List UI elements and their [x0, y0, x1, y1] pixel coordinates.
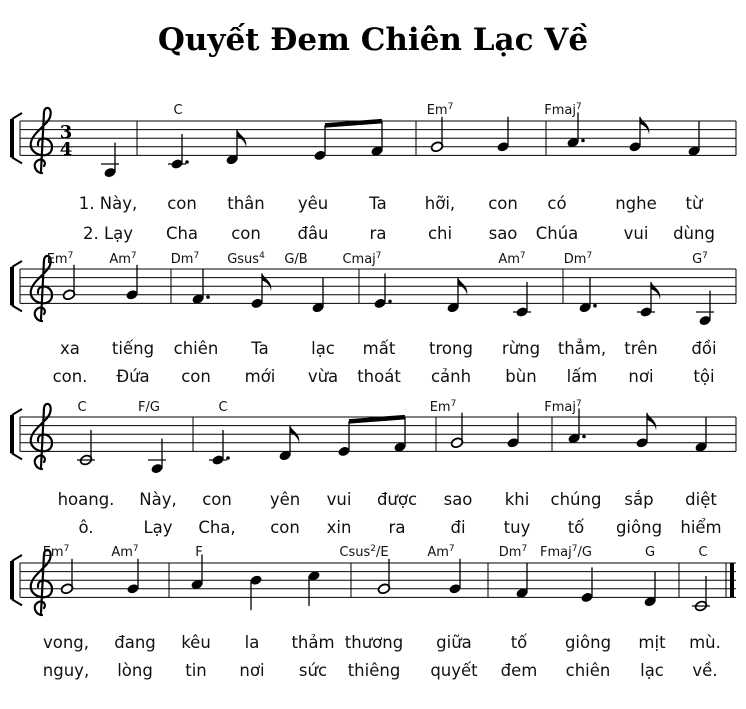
- lyric-verse-2: con: [270, 518, 300, 537]
- lyric-verse-2: tin: [185, 661, 207, 680]
- note: [148, 439, 166, 475]
- note: [60, 559, 73, 595]
- chord-superscript: 7: [702, 251, 708, 261]
- chord-root: Dm: [563, 252, 587, 267]
- lyric-verse-1: giông: [564, 633, 612, 652]
- note: [496, 117, 509, 153]
- chord-superscript: 2: [370, 544, 377, 554]
- lyric-verse-2: con: [181, 367, 211, 386]
- lyric-verse-2: cảnh: [430, 367, 472, 386]
- lyric-verse-2: tội: [693, 367, 715, 386]
- lyric-verse-2: mới: [244, 367, 276, 386]
- chord-root: Csus: [339, 545, 371, 560]
- lyric-verse-1: Ta: [369, 194, 387, 213]
- note: [628, 117, 649, 153]
- note: [250, 273, 271, 309]
- treble-clef-icon: [31, 404, 52, 469]
- chord-superscript: 7: [571, 544, 578, 554]
- note: [450, 413, 463, 449]
- chord-root: C: [698, 545, 708, 560]
- note: [313, 125, 326, 161]
- chord-root: Fmaj: [544, 103, 576, 118]
- chord-symbol: [430, 399, 457, 415]
- lyric-verse-1: con: [202, 490, 232, 509]
- dot: [582, 435, 586, 439]
- note: [692, 576, 710, 612]
- lyric-verse-1: mất: [362, 339, 396, 358]
- lyric-verse-1: từ: [685, 194, 703, 213]
- note: [337, 421, 350, 457]
- lyric-verse-1: đang: [114, 633, 156, 652]
- chord-root: Fmaj: [540, 545, 572, 560]
- lyric-verse-2: sức: [298, 661, 328, 680]
- chord-root: G: [692, 252, 703, 267]
- chord-superscript: 7: [586, 251, 593, 261]
- bracket-hook: [12, 409, 22, 415]
- chord-superscript: 7: [447, 102, 454, 112]
- lyric-verse-1: chúng: [550, 490, 602, 509]
- chord-superscript: 7: [130, 251, 137, 261]
- lyric-verse-2: vừa: [307, 367, 339, 386]
- note: [209, 430, 230, 466]
- lyric-verse-2: chi: [427, 224, 453, 243]
- chord-symbol: [195, 545, 202, 560]
- chord-root: Fmaj: [544, 400, 576, 415]
- lyric-verse-2: xin: [326, 518, 352, 537]
- lyric-verse-2: Chúa: [535, 224, 579, 243]
- lyric-verse-1: sao: [443, 490, 473, 509]
- chord-superscript: 7: [375, 251, 382, 261]
- lyric-verse-2: bùn: [505, 367, 537, 386]
- lyric-verse-2: nơi: [239, 661, 265, 680]
- chord-symbol: [173, 103, 182, 118]
- note: [578, 278, 597, 314]
- chord-symbol: [339, 544, 388, 560]
- note: [637, 282, 660, 318]
- bracket-hook: [12, 305, 22, 311]
- lyric-verse-2: con: [231, 224, 261, 243]
- lyric-verse-1: la: [244, 633, 260, 652]
- chord-root: Cmaj: [342, 252, 376, 267]
- note: [225, 130, 246, 166]
- treble-clef-icon: [31, 108, 52, 173]
- chord-symbol: [498, 251, 525, 267]
- chord-root: Em: [426, 103, 448, 118]
- lyric-verse-1: nghe: [615, 194, 657, 213]
- lyric-verse-2: nguy,: [42, 661, 90, 680]
- lyric-verse-2: đi: [450, 518, 466, 537]
- note: [513, 282, 531, 318]
- lyric-verse-1: hỡi,: [424, 194, 456, 213]
- staff-system: [12, 251, 736, 386]
- note: [311, 278, 324, 314]
- chord-root: F/G: [138, 400, 160, 415]
- lyric-verse-2: Cha: [165, 224, 199, 243]
- note: [370, 121, 383, 157]
- chord-superscript: 7: [63, 544, 70, 554]
- chord-superscript: 7: [67, 251, 74, 261]
- chord-root: C: [77, 400, 87, 415]
- beam: [349, 417, 405, 421]
- chord-symbol: [43, 544, 70, 560]
- chord-superscript: 7: [450, 399, 457, 409]
- chord-symbol: [47, 251, 74, 267]
- lyric-verse-2: Cha,: [198, 518, 236, 537]
- chord-symbol: [540, 544, 592, 560]
- lyric-verse-1: 1. Này,: [78, 194, 138, 213]
- chord-root: C: [173, 103, 183, 118]
- chord-symbol: [284, 252, 307, 267]
- chord-root: G: [644, 545, 656, 560]
- chord-root: Am: [427, 545, 449, 560]
- lyric-verse-1: Này,: [139, 490, 177, 509]
- chord-symbol: [111, 544, 138, 560]
- chord-symbol: [544, 102, 581, 118]
- lyric-verse-1: mù.: [689, 633, 721, 652]
- lyric-verse-2: sao: [488, 224, 518, 243]
- note: [446, 278, 467, 314]
- dot: [206, 295, 210, 299]
- note: [687, 121, 700, 157]
- chord-superscript: 4: [259, 251, 265, 261]
- lyric-verse-2: Lạy: [143, 518, 173, 537]
- lyric-verse-1: đồi: [691, 339, 717, 358]
- chord-symbol: [698, 545, 707, 560]
- chord-superscript: 7: [521, 544, 528, 554]
- chord-symbol: [692, 251, 708, 267]
- chord-symbol: [342, 251, 381, 267]
- lyric-verse-2: giông: [615, 518, 663, 537]
- lyric-verse-1: vui: [326, 490, 352, 509]
- chord-root: Am: [111, 545, 133, 560]
- chord-root: Dm: [498, 545, 522, 560]
- note: [696, 291, 714, 327]
- bracket-hook: [12, 261, 22, 267]
- chord-symbol: [109, 251, 136, 267]
- note: [101, 143, 119, 179]
- note: [191, 269, 210, 305]
- chord-symbol: [218, 400, 227, 415]
- song-title: Quyết Đem Chiên Lạc Về: [157, 22, 589, 58]
- lyric-verse-2: đâu: [297, 224, 329, 243]
- note: [373, 273, 392, 309]
- note: [393, 417, 406, 453]
- bracket-hook: [12, 453, 22, 459]
- note: [62, 265, 75, 301]
- chord-bass: /E: [376, 545, 389, 560]
- dot: [581, 139, 585, 143]
- chord-symbol: [499, 544, 527, 560]
- bracket-hook: [12, 113, 22, 119]
- lyric-verse-1: trên: [624, 339, 658, 358]
- chord-symbol: [427, 544, 454, 560]
- lyric-verse-1: được: [376, 490, 418, 509]
- lyric-verse-1: con: [488, 194, 518, 213]
- lyric-verse-1: yêu: [297, 194, 329, 213]
- lyric-verse-2: đem: [500, 661, 538, 680]
- dot: [593, 304, 597, 308]
- lyric-verse-1: vong,: [42, 633, 90, 652]
- chord-superscript: 7: [448, 544, 455, 554]
- note: [125, 265, 138, 301]
- note: [278, 426, 299, 462]
- flag: [647, 413, 656, 431]
- lyric-verse-1: Ta: [251, 339, 269, 358]
- lyric-verse-2: vui: [623, 224, 649, 243]
- chord-root: Em: [46, 252, 68, 267]
- lyric-verse-2: 2. Lạy: [82, 224, 134, 243]
- note: [643, 572, 656, 608]
- chord-root: Am: [498, 252, 520, 267]
- bracket-hook: [12, 157, 22, 163]
- lyric-verse-1: hoang.: [57, 490, 115, 509]
- bracket-hook: [12, 555, 22, 561]
- lyric-verse-1: khi: [504, 490, 530, 509]
- lyric-verse-1: có: [547, 194, 567, 213]
- lyric-verse-2: tố: [567, 518, 585, 537]
- lyric-verse-1: tố: [510, 633, 528, 652]
- lyric-verse-2: Đứa: [116, 367, 150, 386]
- lyric-verse-2: ra: [388, 518, 406, 537]
- lyric-verse-1: rừng: [501, 339, 541, 358]
- chord-symbol: [227, 251, 265, 267]
- time-signature-bottom: 4: [59, 139, 73, 160]
- chord-root: G/B: [284, 252, 308, 267]
- note: [307, 570, 320, 606]
- lyric-verse-1: xa: [60, 339, 80, 358]
- lyric-verse-1: sắp: [624, 490, 654, 509]
- lyric-verse-1: thân: [227, 194, 265, 213]
- note: [430, 117, 443, 153]
- chord-superscript: 7: [193, 251, 200, 261]
- lyric-verse-2: thiêng: [347, 661, 401, 680]
- staff-system: [12, 102, 736, 243]
- chord-superscript: 7: [519, 251, 526, 261]
- chord-superscript: 7: [576, 102, 582, 112]
- lyric-verse-2: dùng: [673, 224, 715, 243]
- chord-symbol: [427, 102, 454, 118]
- note: [506, 413, 519, 449]
- chord-symbol: [171, 251, 199, 267]
- bracket-hook: [12, 599, 22, 605]
- dot: [226, 456, 230, 460]
- time-signature-top: 3: [59, 122, 73, 143]
- note: [448, 559, 461, 595]
- lyric-verse-1: yên: [269, 490, 301, 509]
- chord-root: Gsus: [227, 252, 260, 267]
- lyric-verse-2: ra: [369, 224, 387, 243]
- chord-root: Em: [42, 545, 64, 560]
- lyric-verse-1: giữa: [436, 633, 472, 652]
- lyric-verse-2: chiên: [565, 661, 611, 680]
- lyric-verse-2: hiểm: [680, 518, 722, 537]
- lyric-verse-1: kêu: [181, 633, 211, 652]
- chord-root: Dm: [170, 252, 194, 267]
- lyric-verse-2: nơi: [628, 367, 654, 386]
- lyric-verse-2: ô.: [78, 518, 94, 537]
- chord-root: Am: [109, 252, 131, 267]
- note: [377, 559, 390, 595]
- chord-symbol: [544, 399, 581, 415]
- chord-superscript: 7: [132, 544, 139, 554]
- lyric-verse-1: diệt: [685, 490, 717, 509]
- chord-symbol: [138, 400, 160, 415]
- lyric-verse-2: quyết: [430, 661, 478, 680]
- chord-bass: /G: [577, 545, 592, 560]
- chord-symbol: [645, 545, 655, 560]
- chord-root: Em: [429, 400, 451, 415]
- flag: [651, 282, 660, 300]
- lyric-verse-1: chiên: [173, 339, 219, 358]
- lyric-verse-2: lạc: [640, 661, 664, 680]
- lyric-verse-1: con: [167, 194, 197, 213]
- lyric-verse-1: tiếng: [111, 339, 155, 358]
- note: [635, 413, 656, 449]
- note: [249, 574, 262, 610]
- lyric-verse-2: lòng: [117, 661, 153, 680]
- note: [168, 134, 189, 170]
- note: [77, 430, 95, 466]
- staff-system: [12, 544, 736, 680]
- lyric-verse-2: thoát: [357, 367, 401, 386]
- lyric-verse-2: con.: [52, 367, 88, 386]
- note: [515, 563, 528, 599]
- lyric-verse-1: trong: [429, 339, 473, 358]
- lyric-verse-1: lạc: [311, 339, 335, 358]
- lyric-verse-2: về.: [692, 661, 718, 680]
- dot: [388, 300, 392, 304]
- lyric-verse-2: tuy: [503, 518, 531, 537]
- chord-symbol: [564, 251, 592, 267]
- note: [694, 417, 707, 453]
- lyric-verse-1: mịt: [638, 633, 666, 652]
- flag: [640, 117, 649, 135]
- flag: [262, 273, 271, 291]
- chord-superscript: 7: [576, 399, 582, 409]
- note: [580, 567, 593, 603]
- lyric-verse-1: thẳm,: [557, 339, 607, 358]
- chord-symbol: [77, 400, 86, 415]
- lyric-verse-1: thương: [344, 633, 404, 652]
- staff-system: [12, 399, 736, 537]
- dot: [185, 160, 189, 164]
- chord-root: F: [195, 545, 203, 560]
- lyric-verse-1: thảm: [291, 633, 335, 652]
- note: [126, 559, 139, 595]
- beam: [325, 121, 382, 125]
- lyric-verse-2: lấm: [566, 367, 598, 386]
- chord-root: C: [218, 400, 228, 415]
